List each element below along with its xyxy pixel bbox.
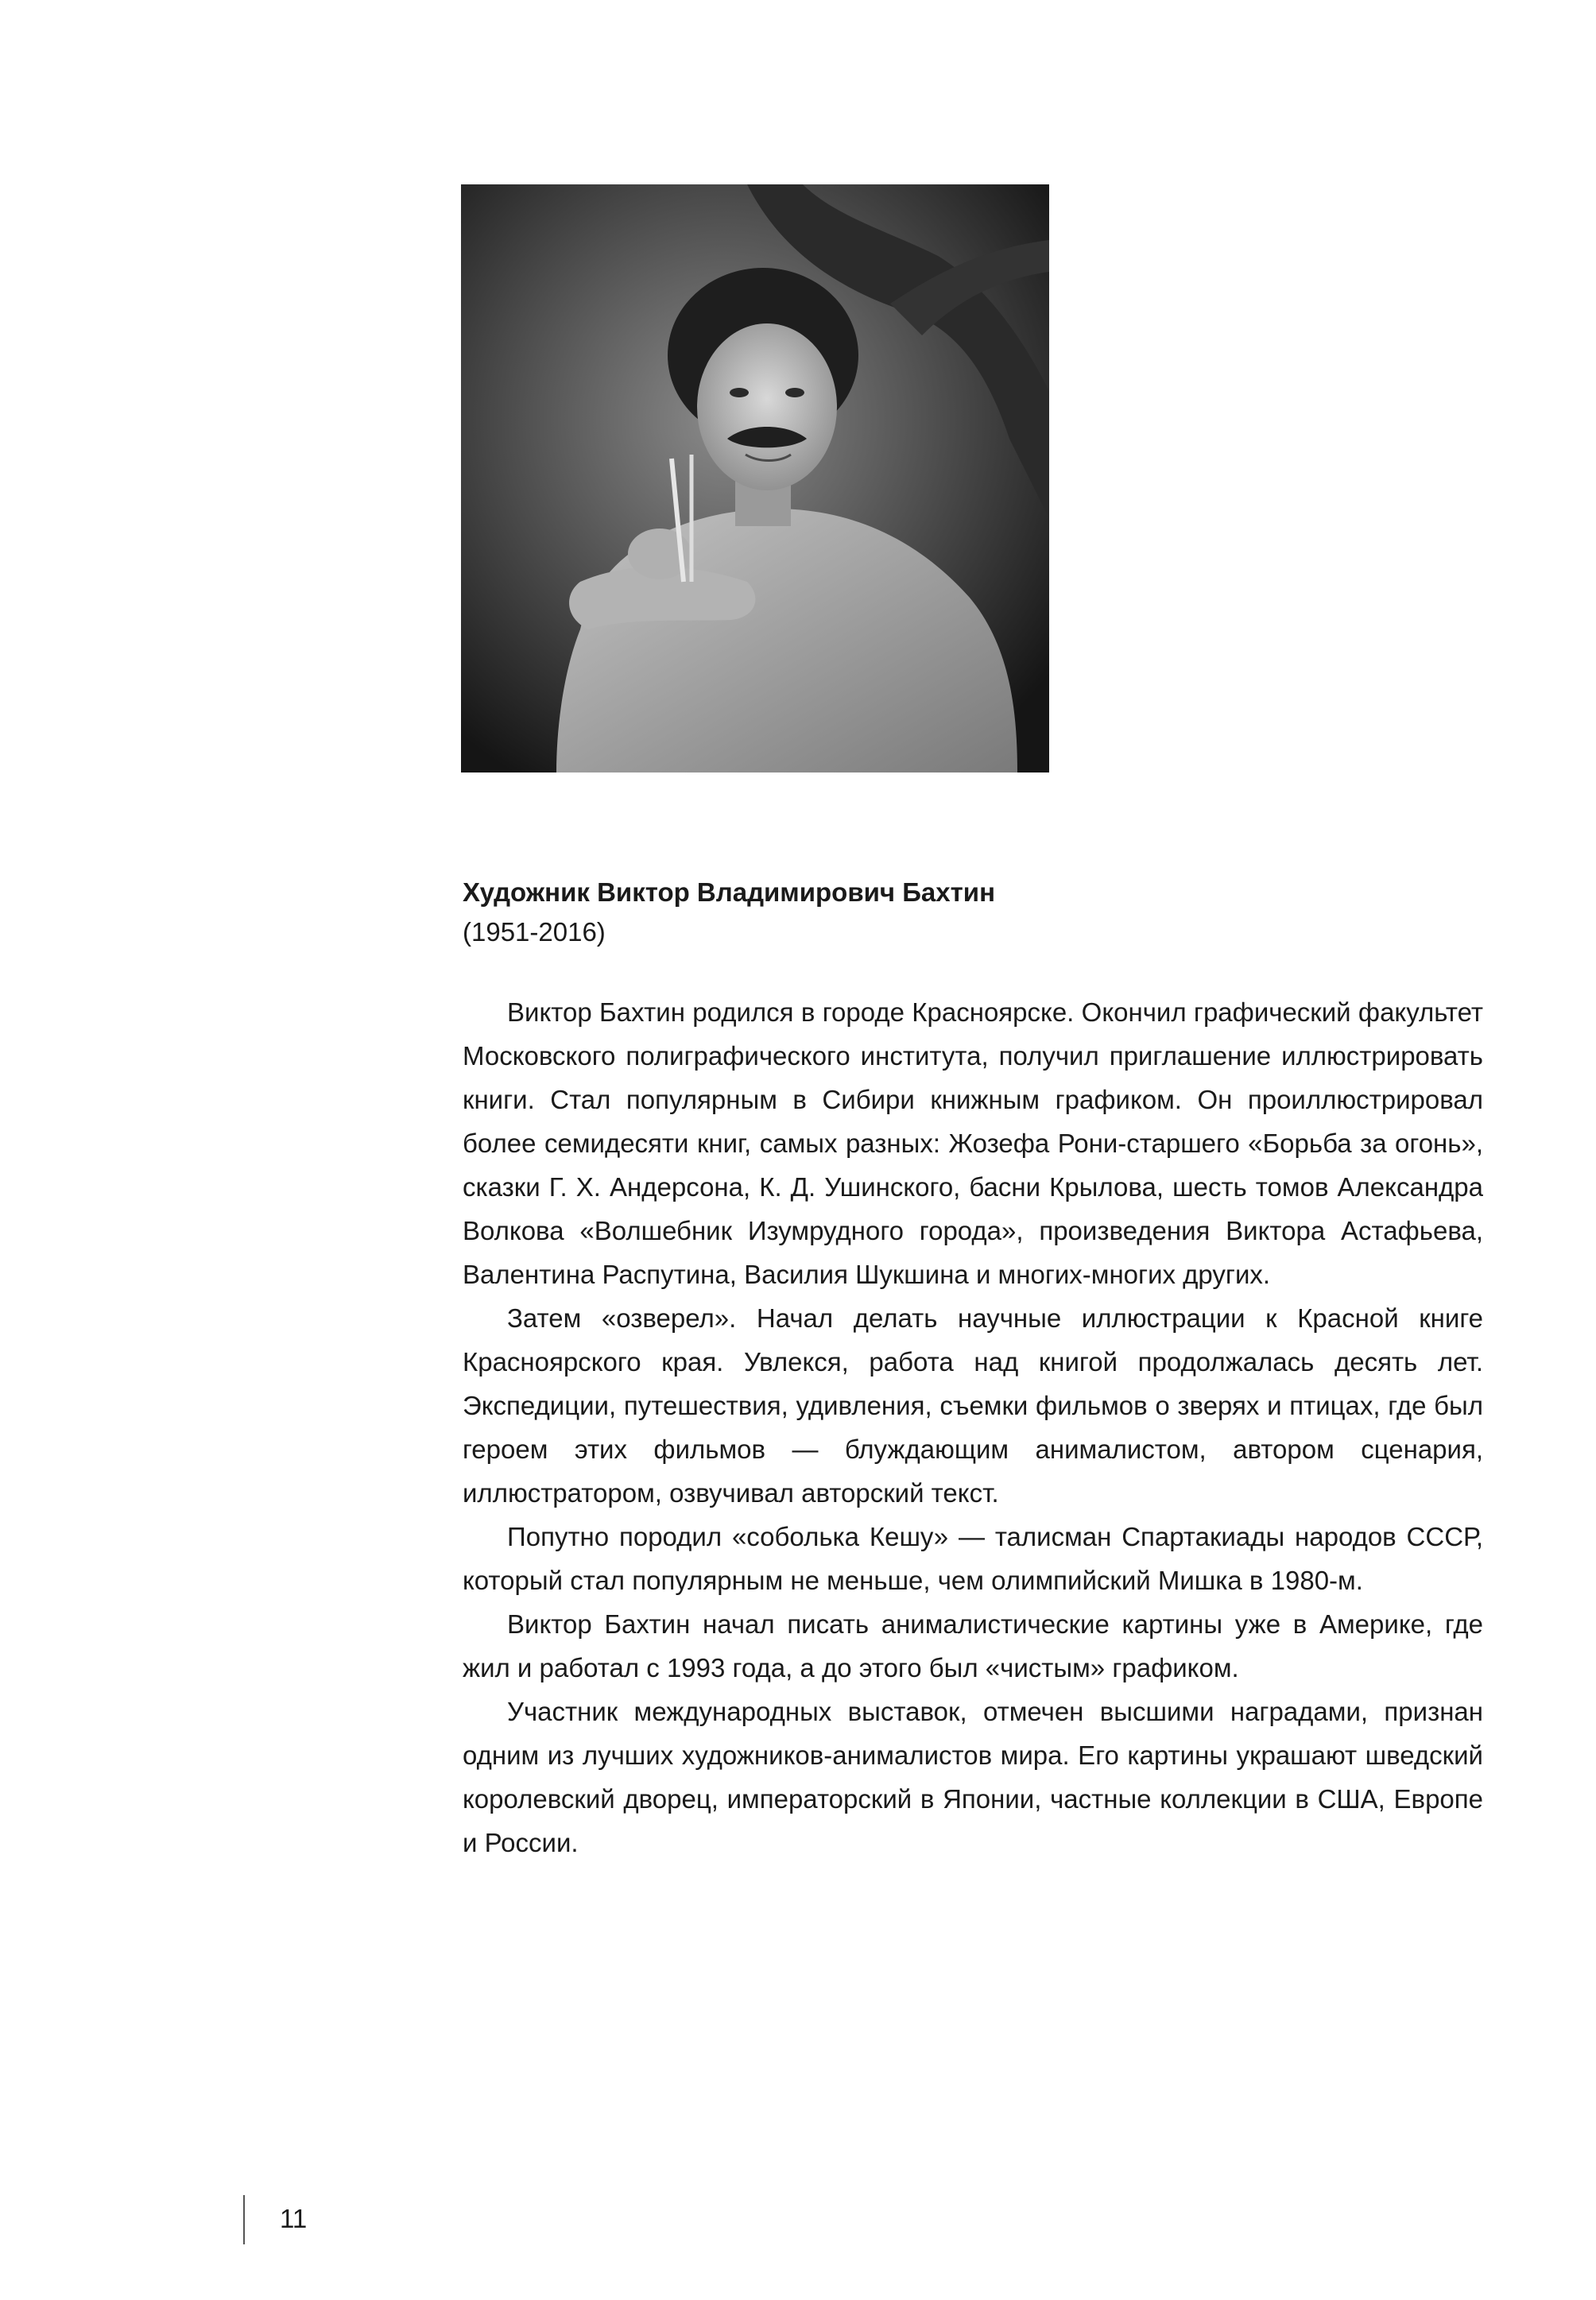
page-number: 11 <box>280 2204 308 2233</box>
artist-name: Художник Виктор Владимирович Бахтин <box>463 877 996 907</box>
bio-text-block <box>463 873 1483 1864</box>
page-number-rule <box>243 2195 245 2244</box>
bio-paragraph-5: Участник международных выставок, отмечен высшими наградами, признан одним из лучших художников-анималистов мира. Его картины украшают шведский королевский дворец, императорский в Японии, частные коллекции в США, Европе и России. <box>463 1697 1483 1857</box>
bio-paragraph-3: Попутно породил «соболька Кешу» — талисман Спартакиады народов СССР, который стал популярным не меньше, чем олимпийский Мишка в 1980-м. <box>463 1522 1483 1595</box>
artist-years: (1951-2016) <box>463 917 606 947</box>
bio-paragraph-1: Виктор Бахтин родился в городе Красноярске. Окончил графический факультет Московского полиграфического института, получил приглашение иллюстрировать книги. Стал популярным в Сибири книжным графиком. Он проиллюстрировал более семидесяти книг, самых разных: Жозефа Рони-старшего «Борьба за огонь», сказки Г. Х. Андерсона, К. Д. Ушинского, басни Крылова, шесть томов Александра Волкова «Волшебник Изумрудного города», произведения Виктора Астафьева, Валентина Распутина, Василия Шукшина и многих-многих других. <box>463 997 1483 1289</box>
portrait-photo-icon <box>461 184 1049 772</box>
bio-paragraph-2: Затем «озверел». Начал делать научные иллюстрации к Красной книге Красноярского края. Увлекся, работа над книгой продолжалась десять лет. Экспедиции, путешествия, удивления, съемки фильмов о зверях и птицах, где был героем этих фильмов — блуждающим анималистом, автором сценария, иллюстратором, озвучивал авторский текст. <box>463 1303 1483 1508</box>
portrait-photo <box>461 184 1049 772</box>
bio-paragraph-4: Виктор Бахтин начал писать анималистические картины уже в Америке, где жил и работал с 1993 года, а до этого был «чистым» графиком. <box>463 1609 1483 1682</box>
